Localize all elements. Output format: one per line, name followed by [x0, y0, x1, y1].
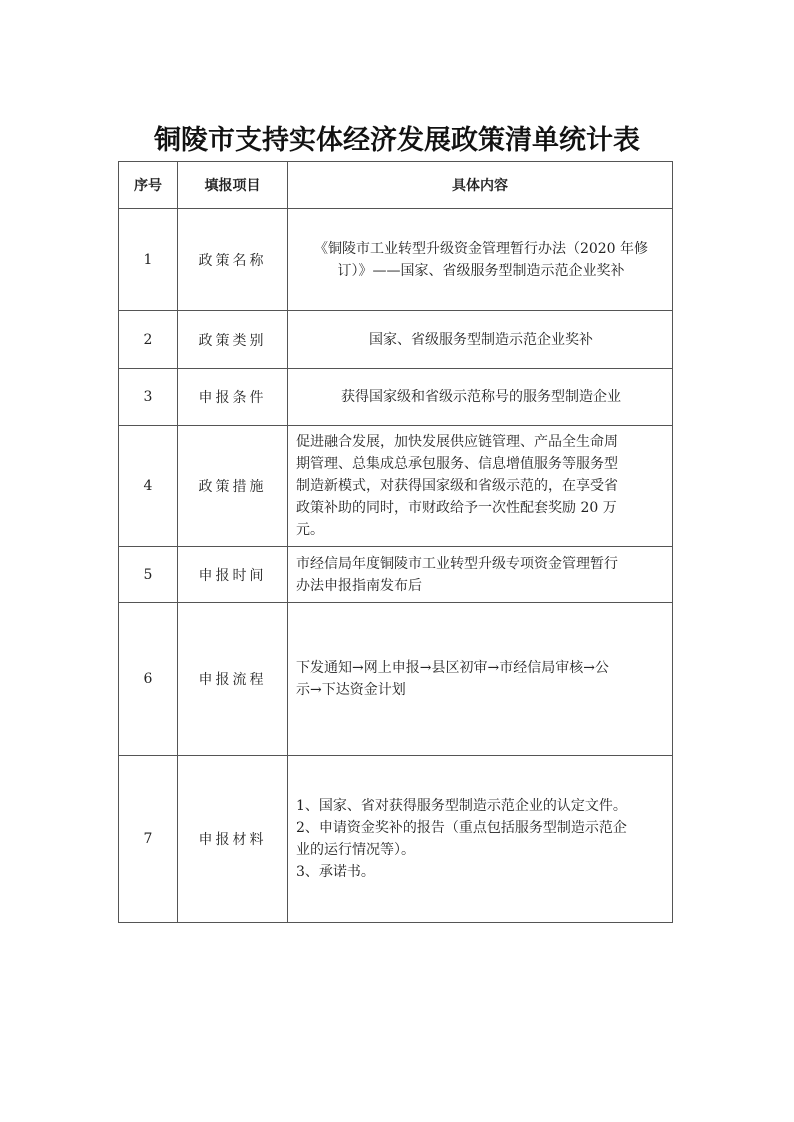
row-content [288, 426, 673, 547]
row-content [288, 756, 673, 923]
table-row [119, 209, 673, 311]
header-content: 具体内容 [288, 162, 673, 209]
content-line: 订）》——国家、省级服务型制造示范企业奖补 [337, 262, 625, 279]
content-line: 《铜陵市工业转型升级资金管理暂行办法（2020 年修 [313, 240, 649, 257]
row-item: 政策措施 [178, 426, 288, 547]
row-index: 2 [119, 311, 178, 369]
content-line: 下发通知→网上申报→县区初审→市经信局审核→公 [296, 660, 609, 676]
content-line: 促进融合发展，加快发展供应链管理、产品全生命周 [296, 434, 618, 450]
content-line: 制造新模式，对获得国家级和省级示范的，在享受省 [296, 478, 618, 494]
content-line: 政策补助的同时，市财政给予一次性配套奖励 20 万 [296, 500, 617, 516]
row-index: 6 [119, 603, 178, 756]
row-index: 3 [119, 369, 178, 426]
row-index: 7 [119, 756, 178, 923]
row-content [288, 311, 673, 369]
row-content [288, 547, 673, 603]
content-line: 国家、省级服务型制造示范企业奖补 [369, 331, 593, 348]
table-row [119, 547, 673, 603]
row-index: 4 [119, 426, 178, 547]
row-content [288, 369, 673, 426]
content-line: 示→下达资金计划 [296, 682, 406, 698]
header-item: 填报项目 [178, 162, 288, 209]
row-item: 申报流程 [178, 603, 288, 756]
row-item: 申报材料 [178, 756, 288, 923]
content-line: 1、国家、省对获得服务型制造示范企业的认定文件。 [296, 798, 627, 814]
row-index: 5 [119, 547, 178, 603]
table-row [119, 369, 673, 426]
content-line: 2、申请资金奖补的报告（重点包括服务型制造示范企 [296, 820, 627, 836]
policy-table [118, 161, 673, 923]
row-content [288, 209, 673, 311]
row-item: 政策类别 [178, 311, 288, 369]
row-content [288, 603, 673, 756]
row-item: 申报时间 [178, 547, 288, 603]
content-line: 元。 [296, 522, 324, 538]
row-item: 政策名称 [178, 209, 288, 311]
header-index: 序号 [119, 162, 178, 209]
content-line: 期管理、总集成总承包服务、信息增值服务等服务型 [296, 456, 618, 472]
content-line: 获得国家级和省级示范称号的服务型制造企业 [341, 389, 621, 405]
table-row [119, 603, 673, 756]
table-row [119, 756, 673, 923]
row-index: 1 [119, 209, 178, 311]
content-line: 业的运行情况等）。 [296, 842, 415, 858]
content-line: 3、承诺书。 [296, 864, 375, 880]
content-line: 市经信局年度铜陵市工业转型升级专项资金管理暂行 [296, 555, 618, 572]
table-row [119, 426, 673, 547]
page-title: 铜陵市支持实体经济发展政策清单统计表 [154, 125, 640, 156]
content-line: 办法申报指南发布后 [296, 577, 422, 594]
table-header-row [119, 162, 673, 209]
table-row [119, 311, 673, 369]
row-item: 申报条件 [178, 369, 288, 426]
